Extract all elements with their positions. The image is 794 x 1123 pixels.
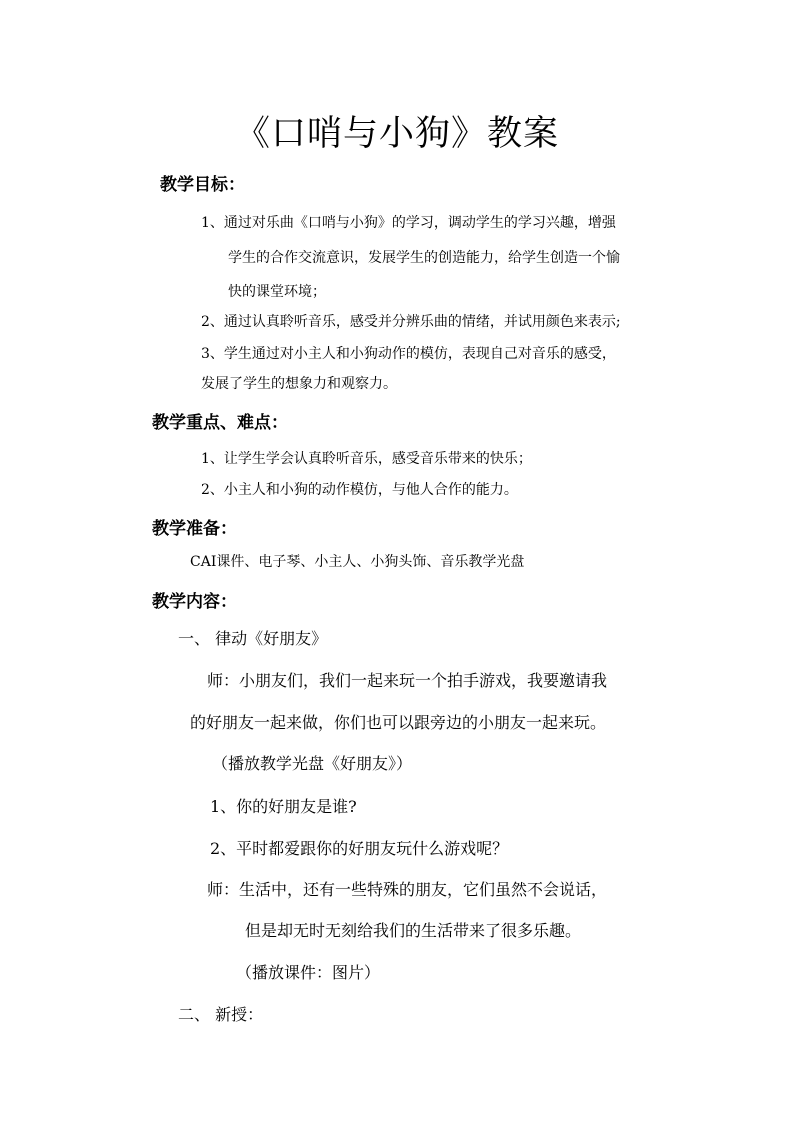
section-heading: 一、 律动《好朋友》	[178, 629, 328, 648]
key-point-line: 1、让学生学会认真聆听音乐，感受音乐带来的快乐；	[201, 451, 532, 467]
objectives-heading: 教学目标：	[160, 175, 245, 195]
objective-line: 2、通过认真聆听音乐，感受并分辨乐曲的情绪，并试用颜色来表示;	[201, 314, 621, 330]
objective-line: 1、通过对乐曲《口哨与小狗》的学习，调动学生的学习兴趣，增强	[201, 215, 616, 231]
objective-line: 学生的合作交流意识，发展学生的创造能力，给学生创造一个愉	[228, 250, 620, 266]
content-line: 的好朋友一起来做，你们也可以跟旁边的小朋友一起来玩。	[190, 713, 607, 732]
key-point-line: 2、小主人和小狗的动作模仿，与他人合作的能力。	[201, 482, 518, 498]
document-title: 《口哨与小狗》教案	[234, 114, 559, 154]
content-line: 师：小朋友们，我们一起来玩一个拍手游戏，我要邀请我	[207, 671, 608, 690]
preparation-line: CAI课件、电子琴、小主人、小狗头饰、音乐教学光盘	[190, 554, 525, 570]
content-heading: 教学内容：	[152, 592, 237, 612]
objective-line: 发展了学生的想象力和观察力。	[201, 376, 397, 392]
content-line: 1、你的好朋友是谁?	[210, 797, 357, 816]
preparation-heading: 教学准备：	[152, 519, 237, 539]
content-line: （播放教学光盘《好朋友》）	[212, 754, 413, 773]
content-line: （播放课件：图片）	[236, 963, 381, 982]
content-line: 2、平时都爱跟你的好朋友玩什么游戏呢？	[210, 839, 509, 858]
section-heading: 二、 新授：	[178, 1005, 264, 1024]
key-points-heading: 教学重点、难点：	[152, 413, 288, 433]
objective-line: 快的课堂环境；	[228, 284, 326, 300]
content-line: 但是却无时无刻给我们的生活带来了很多乐趣。	[245, 921, 582, 940]
content-line: 师：生活中，还有一些特殊的朋友，它们虽然不会说话，	[207, 880, 608, 899]
objective-line: 3、学生通过对小主人和小狗动作的模仿，表现自己对音乐的感受，	[201, 346, 616, 362]
